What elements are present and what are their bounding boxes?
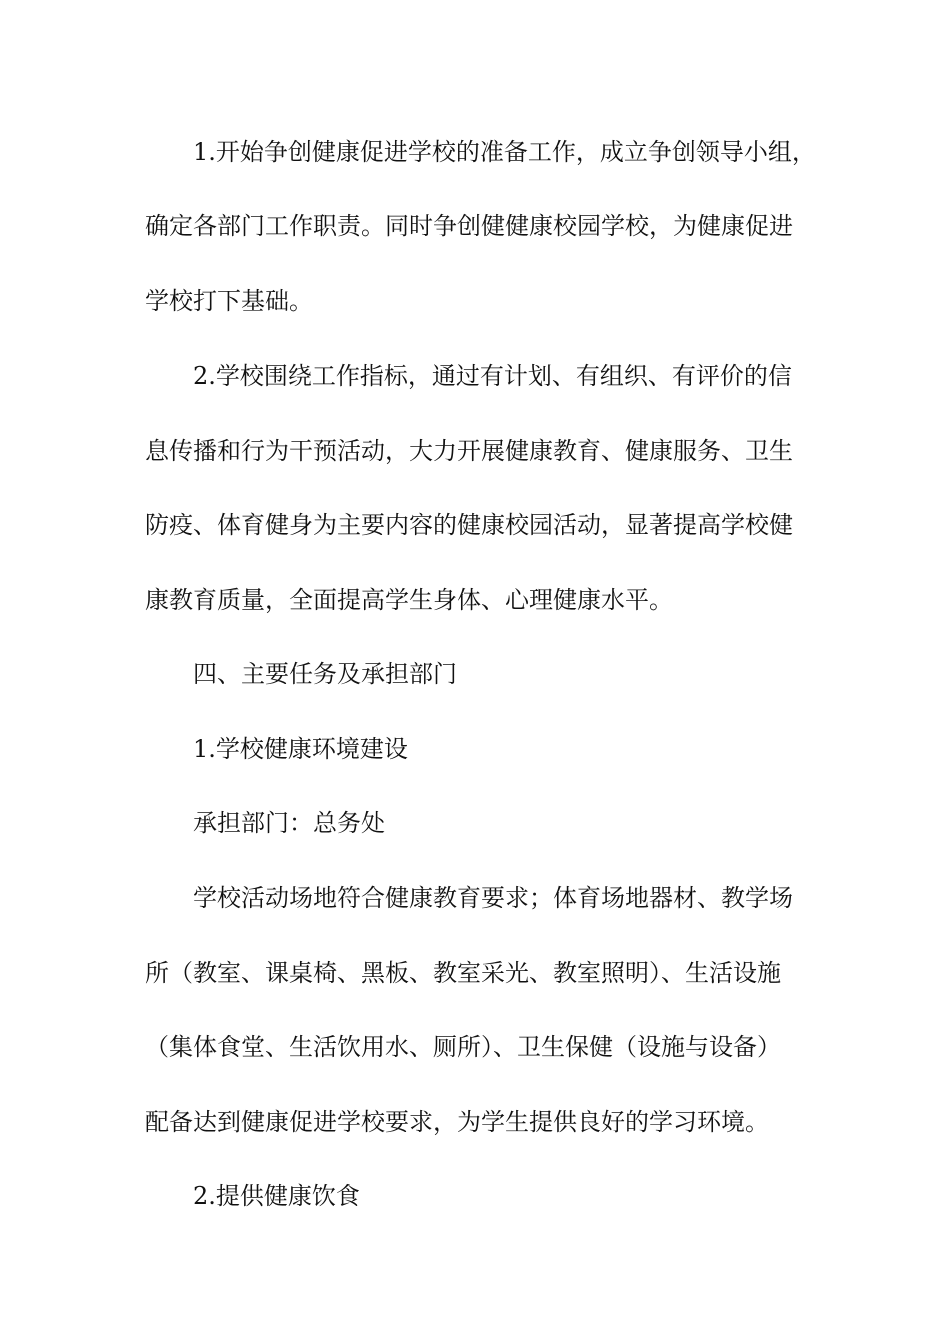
- paragraph-2-line-2: 息传播和行为干预活动，大力开展健康教育、健康服务、卫生: [145, 437, 793, 465]
- paragraph-3-line-3: （集体食堂、生活饮用水、厕所）、卫生保健（设施与设备）: [145, 1033, 781, 1061]
- paragraph-3-line-1: 学校活动场地符合健康教育要求；体育场地器材、教学场: [193, 884, 793, 912]
- responsible-department: 承担部门：总务处: [193, 809, 385, 837]
- paragraph-1-line-2: 确定各部门工作职责。同时争创健健康校园学校，为健康促进: [145, 212, 793, 240]
- paragraph-1-line-3: 学校打下基础。: [145, 287, 313, 315]
- section-heading-4: 四、主要任务及承担部门: [193, 660, 457, 688]
- paragraph-2-line-4: 康教育质量，全面提高学生身体、心理健康水平。: [145, 586, 673, 614]
- paragraph-3-line-2: 所（教室、课桌椅、黑板、教室采光、教室照明）、生活设施: [145, 959, 781, 987]
- subsection-heading-1: 1.学校健康环境建设: [193, 735, 408, 763]
- subsection-heading-2: 2.提供健康饮食: [193, 1182, 360, 1210]
- paragraph-3-line-4: 配备达到健康促进学校要求，为学生提供良好的学习环境。: [145, 1108, 769, 1136]
- paragraph-2-line-1: 2.学校围绕工作指标，通过有计划、有组织、有评价的信: [193, 362, 792, 390]
- paragraph-2-line-3: 防疫、体育健身为主要内容的健康校园活动，显著提高学校健: [145, 511, 793, 539]
- paragraph-1-line-1: 1.开始争创健康促进学校的准备工作，成立争创领导小组，: [193, 138, 816, 166]
